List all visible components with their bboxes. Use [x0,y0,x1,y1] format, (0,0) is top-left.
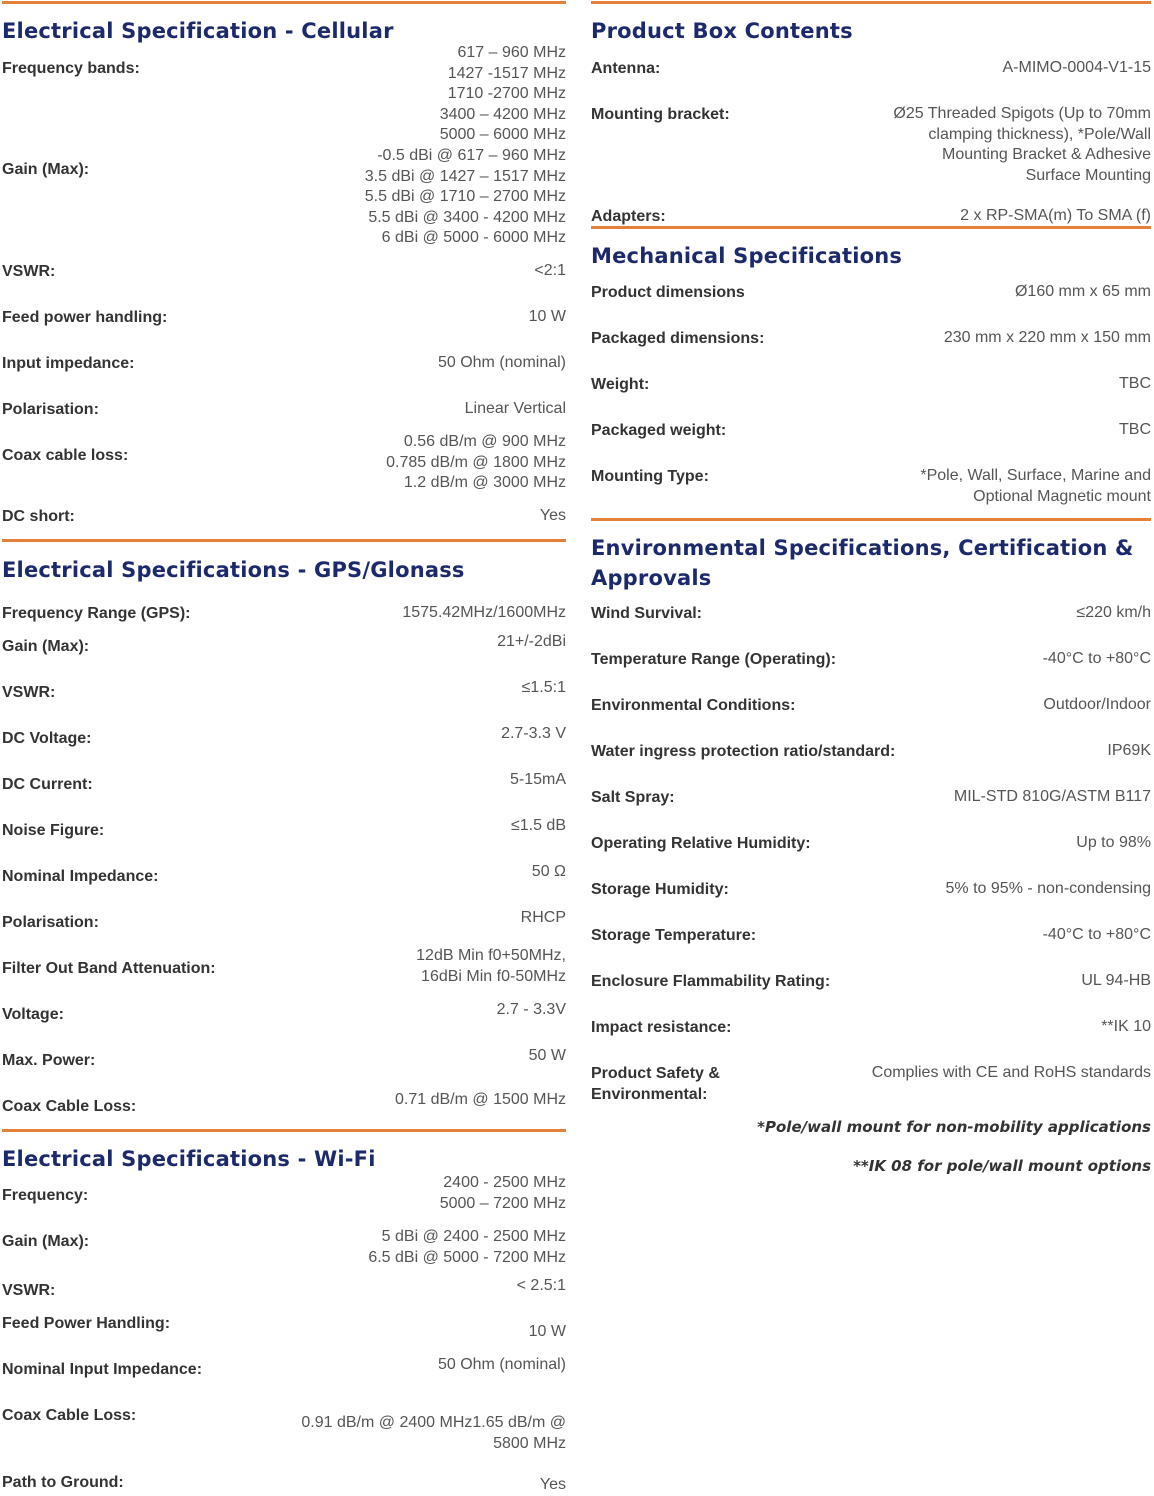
spec-value: 50 W [528,1047,566,1064]
spec-label: Gain (Max): [2,161,90,178]
spec-label: Mounting bracket: [591,106,730,123]
spec-value: 50 Ohm (nominal) [437,354,566,371]
spec-label: Temperature Range (Operating): [591,651,837,668]
spec-value: Yes [539,507,566,524]
spec-label: Product dimensions [591,284,745,301]
section-divider [591,518,1151,521]
spec-value: Complies with CE and RoHS standards [871,1064,1151,1081]
section-divider [2,539,566,542]
spec-label: Enclosure Flammability Rating: [591,973,831,990]
spec-label: Frequency bands: [2,60,140,77]
spec-value: 50 Ω [531,863,566,880]
spec-value: 1575.42MHz/1600MHz [402,604,566,621]
spec-label: Noise Figure: [2,822,105,839]
spec-label: Frequency: [2,1187,89,1204]
spec-label: Wind Survival: [591,605,702,622]
spec-value: 2.7-3.3 V [501,725,566,742]
spec-label: Gain (Max): [2,638,90,655]
gps-heading: Electrical Specifications - GPS/Glonass [2,558,465,582]
spec-label: Weight: [591,376,650,393]
spec-label: Max. Power: [2,1052,96,1069]
spec-label: Filter Out Band Attenuation: [2,960,216,977]
spec-label: Feed Power Handling: [2,1315,171,1332]
spec-value: -40°C to +80°C [1042,926,1151,943]
spec-label: Path to Ground: [2,1474,124,1491]
spec-value: 10 W [528,1323,566,1340]
mechanical-heading: Mechanical Specifications [591,244,903,268]
spec-label: Coax cable loss: [2,447,129,464]
spec-label: Packaged weight: [591,422,727,439]
spec-label: Nominal Input Impedance: [2,1361,203,1378]
spec-value: A-MIMO-0004-V1-15 [1002,59,1151,76]
spec-label: Product Safety & Environmental: [591,1065,720,1103]
spec-value: ≤1.5 dB [510,817,566,834]
spec-value: 0.91 dB/m @ 2400 MHz1.65 dB/m @ 5800 MHz [301,1414,566,1452]
spec-value: Ø25 Threaded Spigots (Up to 70mm clamping thickness), *Pole/Wall Mounting Bracket & Adhesive Surface Mounting [893,105,1151,184]
spec-value: UL 94-HB [1081,972,1151,989]
spec-value: ≤220 km/h [1076,604,1151,621]
spec-value: -40°C to +80°C [1042,650,1151,667]
section-divider [591,1,1151,4]
spec-value: MIL-STD 810G/ASTM B117 [953,788,1151,805]
spec-value: TBC [1119,421,1151,438]
spec-label: Environmental Conditions: [591,697,796,714]
spec-value: 5-15mA [509,771,566,788]
environmental-heading-line1: Environmental Specifications, Certification & [591,536,1134,560]
spec-value: 5% to 95% - non-condensing [945,880,1151,897]
footnote-ik08: **IK 08 for pole/wall mount options [853,1157,1151,1175]
spec-value: RHCP [520,909,566,926]
spec-label: Coax Cable Loss: [2,1098,137,1115]
spec-label: Mounting Type: [591,468,709,485]
spec-label: Input impedance: [2,355,135,372]
environmental-heading-line2: Approvals [591,566,712,590]
spec-value: Linear Vertical [464,400,566,417]
spec-label: Nominal Impedance: [2,868,159,885]
environmental-heading [591,533,1151,593]
section-divider [591,226,1151,229]
spec-label: Impact resistance: [591,1019,732,1036]
spec-value: 2 x RP-SMA(m) To SMA (f) [960,207,1151,224]
spec-value: 0.56 dB/m @ 900 MHz 0.785 dB/m @ 1800 MHz 1.2 dB/m @ 3000 MHz [386,433,566,491]
spec-value: 2400 - 2500 MHz 5000 – 7200 MHz [439,1174,566,1212]
spec-label: Gain (Max): [2,1233,90,1250]
cellular-heading: Electrical Specification - Cellular [2,19,394,43]
box-heading: Product Box Contents [591,19,853,43]
spec-value: 230 mm x 220 mm x 150 mm [943,329,1151,346]
spec-label: Operating Relative Humidity: [591,835,811,852]
spec-label: DC short: [2,508,75,525]
spec-label: VSWR: [2,1282,56,1299]
spec-label: Storage Temperature: [591,927,757,944]
spec-value: 2.7 - 3.3V [496,1001,566,1018]
footnote-pole-wall: *Pole/wall mount for non-mobility applications [757,1118,1151,1136]
spec-value: TBC [1119,375,1151,392]
spec-value: 5 dBi @ 2400 - 2500 MHz 6.5 dBi @ 5000 - 7200 MHz [368,1228,566,1266]
spec-label: DC Current: [2,776,93,793]
spec-value: 0.71 dB/m @ 1500 MHz [395,1091,566,1108]
spec-value: Ø160 mm x 65 mm [1014,283,1151,300]
spec-label: Polarisation: [2,401,99,418]
spec-value: 50 Ohm (nominal) [437,1356,566,1373]
spec-value: 617 – 960 MHz 1427 -1517 MHz 1710 -2700 MHz 3400 – 4200 MHz 5000 – 6000 MHz [439,44,566,143]
spec-value: Up to 98% [1076,834,1151,851]
spec-label: Coax Cable Loss: [2,1407,137,1424]
spec-label: DC Voltage: [2,730,92,747]
spec-value: ≤1.5:1 [521,679,566,696]
spec-label: Frequency Range (GPS): [2,605,191,622]
spec-value: 21+/-2dBi [497,633,566,650]
spec-value: -0.5 dBi @ 617 – 960 MHz 3.5 dBi @ 1427 – 1517 MHz 5.5 dBi @ 1710 – 2700 MHz 5.5 dBi @ 3400 - 4200 MHz 6 dBi @ 5000 - 6000 MHz [364,147,566,246]
spec-value: 10 W [528,308,566,325]
section-divider [2,1,566,4]
spec-value: IP69K [1107,742,1151,759]
spec-label: VSWR: [2,684,56,701]
spec-value: < 2.5:1 [516,1277,566,1294]
spec-value: <2:1 [534,262,566,279]
spec-label: Antenna: [591,60,661,77]
section-divider [2,1129,566,1132]
spec-label: Packaged dimensions: [591,330,765,347]
wifi-heading: Electrical Specifications - Wi-Fi [2,1147,376,1171]
spec-value: 12dB Min f0+50MHz, 16dBi Min f0-50MHz [416,947,566,985]
spec-label: Storage Humidity: [591,881,729,898]
spec-value: Outdoor/Indoor [1043,696,1151,713]
spec-label: Voltage: [2,1006,64,1023]
spec-label: VSWR: [2,263,56,280]
spec-label: Salt Spray: [591,789,675,806]
spec-label: Water ingress protection ratio/standard: [591,743,896,760]
spec-value: *Pole, Wall, Surface, Marine and Optional Magnetic mount [920,467,1151,505]
spec-value: Yes [539,1476,566,1493]
spec-value: **IK 10 [1101,1018,1151,1035]
spec-label: Adapters: [591,208,666,225]
spec-label: Feed power handling: [2,309,168,326]
spec-label: Polarisation: [2,914,99,931]
